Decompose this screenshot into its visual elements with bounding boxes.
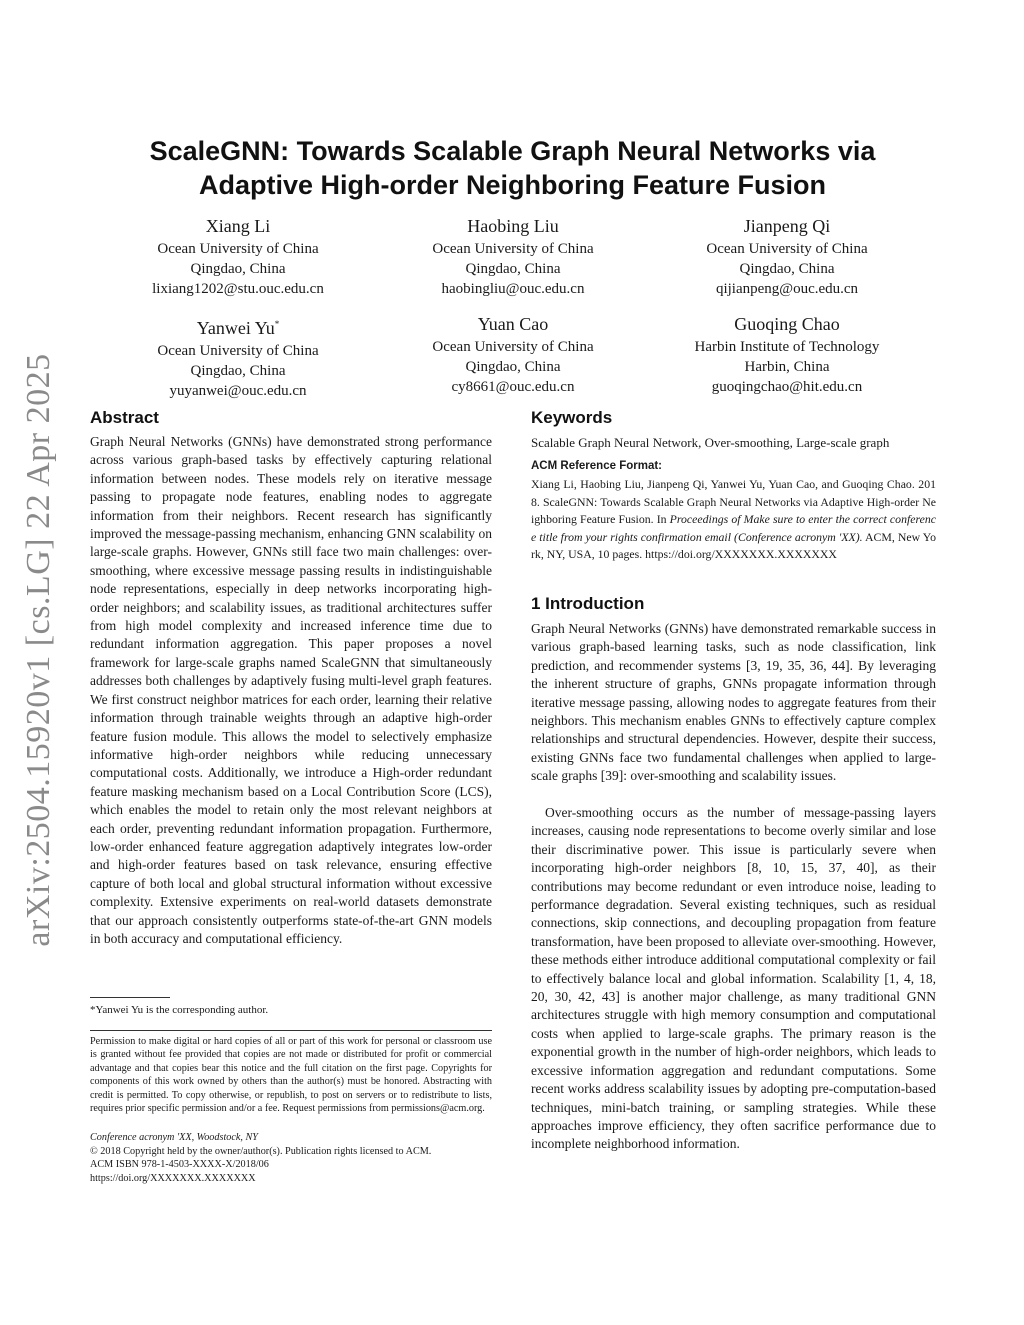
author-name: Jianpeng Qi <box>743 216 831 236</box>
author-location: Qingdao, China <box>190 363 286 379</box>
acm-reference-heading: ACM Reference Format: <box>531 460 662 472</box>
author-name: Yuan Cao <box>477 314 549 334</box>
arxiv-id-text: arXiv:2504.15920v1 [cs.LG] 22 Apr 2025 <box>20 353 57 947</box>
isbn-line: ACM ISBN 978-1-4503-XXXX-X/2018/06 <box>90 1159 269 1170</box>
corresponding-author-footnote: *Yanwei Yu is the corresponding author. <box>90 1004 269 1016</box>
arxiv-identifier <box>14 355 64 945</box>
keywords-text: Scalable Graph Neural Network, Over-smoothing, Large-scale graph <box>531 435 890 450</box>
author-email: haobingliu@ouc.edu.cn <box>441 281 585 297</box>
acm-reference-venue: Proceedings of Make sure to enter the correct conference title from your rights confirmation email (Conference acronym 'XX). <box>531 512 936 544</box>
author-block <box>647 214 927 299</box>
abstract-text: Graph Neural Networks (GNNs) have demonstrated strong performance across various graph-based tasks by effectively capturing relational information between nodes. These models rely on iterative message passing to propagate node features, enabling nodes to aggregate information from their neighbors. Recent research has significantly improved the message-passing mechanism, enhancing GNN scalability on large-scale graphs. However, GNNs still face two main challenges: over-smoothing, where excessive message passing results in indistinguishable node representations, especially in deep networks incorporating high-order neighbors; and scalability issues, as traditional architectures suffer from high model complexity and increased inference time due to redundant information aggregation. This paper proposes a novel framework for large-scale graphs named ScaleGNN that simultaneously addresses both challenges by adaptively fusing multi-level graph features. We first construct neighbor matrices for each order, learning their relative information through trainable weights through an adaptive high-order feature fusion module. This allows the model to selectively emphasize informative high-order neighbors while reducing unnecessary computational costs. Additionally, we introduce a High-order redundant feature masking mechanism based on a Local Contribution Score (LCS), which enables the model to retain only the most relevant neighbors at each order, preventing redundant information propagation. Furthermore, low-order enhanced feature aggregation adaptively integrates low-order and high-order features based on task relevance, ensuring effective capture of both local and global structural information without excessive complexity. Extensive experiments on real-world datasets demonstrate that our approach consistently outperforms state-of-the-art GNN models in both accuracy and computational efficiency. <box>90 434 492 946</box>
author-block <box>98 312 378 401</box>
author-email: guoqingchao@hit.edu.cn <box>711 379 863 395</box>
conference-line: Conference acronym 'XX, Woodstock, NY <box>90 1132 258 1143</box>
acm-reference-text: Xiang Li, Haobing Liu, Jianpeng Qi, Yanwei Yu, Yuan Cao, and Guoqing Chao. 2018. ScaleGNN: Towards Scalable Graph Neural Networks via Adaptive High-order Neighboring Feature Fusion. In Proceedings of Make sure to enter the correct conference title from your rights confirmation email (Conference acronym 'XX). ACM, New York, NY, USA, 10 pages. https://doi.org/XXXXXXX.XXXXXXX <box>531 477 936 562</box>
title-line-2: Adaptive High-order Neighboring Feature Fusion <box>198 170 827 200</box>
author-location: Harbin, China <box>744 359 830 375</box>
author-email: yuyanwei@ouc.edu.cn <box>169 383 307 399</box>
author-location: Qingdao, China <box>190 261 286 277</box>
author-name: Yanwei Yu* <box>196 318 280 338</box>
author-affiliation: Ocean University of China <box>157 241 319 257</box>
copyright-line: © 2018 Copyright held by the owner/author(s). Publication rights licensed to ACM. <box>90 1146 432 1157</box>
author-email: cy8661@ouc.edu.cn <box>451 379 575 395</box>
permission-notice: Permission to make digital or hard copies of all or part of this work for personal or classroom use is granted without fee provided that copies are not made or distributed for profit or commercial advantage and that copies bear this notice and the full citation on the first page. Copyrights for components of this work owned by others than the author(s) must be honored. Abstracting with credit is permitted. To copy otherwise, or republish, to post on servers or to redistribute to lists, requires prior specific permission and/or a fee. Request permissions from permissions@acm.org. <box>90 1036 492 1115</box>
author-block <box>373 312 653 397</box>
author-block <box>647 312 927 397</box>
author-affiliation: Ocean University of China <box>432 339 594 355</box>
title-line-1: ScaleGNN: Towards Scalable Graph Neural Networks via <box>149 136 876 166</box>
author-name: Xiang Li <box>205 216 271 236</box>
introduction-paragraph-2: Over-smoothing occurs as the number of message-passing layers increases, causing node representations to become overly similar and lose their discriminative power. This issue is particularly severe when incorporating high-order neighbors [8, 10, 15, 37, 40], as their contributions may become redundant or even introduce noise, leading to performance degradation. Several existing techniques, such as residual connections, skip connections, and decoupling propagation from feature transformation, have been proposed to alleviate over-smoothing. However, these methods either introduce additional computational complexity or fail to effectively balance local and global information. Scalability [1, 4, 18, 20, 30, 42, 43] is another major challenge, as many traditional GNN architectures struggle with high memory consumption and computational costs when applied to large-scale graphs. The primary reason is the exponential growth in the number of high-order neighbors, which leads to excessive information aggregation and redundant computations. Some recent works address scalability issues by adopting pre-computation-based techniques, mini-batch training, or sampling strategies. While these approaches improve efficiency, they often sacrifice performance due to incomplete neighborhood information. <box>531 805 936 1152</box>
author-block <box>98 214 378 299</box>
introduction-paragraph-1: Graph Neural Networks (GNNs) have demonstrated remarkable success in various graph-based learning tasks, such as node classification, link prediction, and recommender systems [3, 19, 35, 36, 44]. By leveraging the inherent structure of graphs, GNNs propagate information through iterative message passing, allowing nodes to aggregate features from their neighbors. This mechanism enables GNNs to effectively capture complex relationships and structural dependencies. However, despite their success, existing GNNs face two fundamental challenges when applied to large-scale graphs [39]: over-smoothing and scalability issues. <box>531 621 936 784</box>
author-affiliation: Ocean University of China <box>432 241 594 257</box>
author-affiliation: Harbin Institute of Technology <box>694 339 880 355</box>
author-email: qijianpeng@ouc.edu.cn <box>715 281 859 297</box>
doi-line: https://doi.org/XXXXXXX.XXXXXXX <box>90 1173 256 1184</box>
author-location: Qingdao, China <box>465 359 561 375</box>
author-name: Haobing Liu <box>467 216 559 236</box>
corresponding-mark: * <box>274 319 280 329</box>
author-email: lixiang1202@stu.ouc.edu.cn <box>152 281 324 297</box>
author-name: Guoqing Chao <box>734 314 840 334</box>
author-location: Qingdao, China <box>739 261 835 277</box>
introduction-heading: 1 Introduction <box>531 594 645 613</box>
author-affiliation: Ocean University of China <box>157 343 319 359</box>
paper-title <box>90 134 935 202</box>
abstract-heading: Abstract <box>90 408 159 427</box>
permission-rule <box>90 1030 492 1031</box>
author-affiliation: Ocean University of China <box>706 241 868 257</box>
footnote-rule <box>90 997 170 998</box>
author-location: Qingdao, China <box>465 261 561 277</box>
author-block <box>373 214 653 299</box>
keywords-heading: Keywords <box>531 408 613 427</box>
